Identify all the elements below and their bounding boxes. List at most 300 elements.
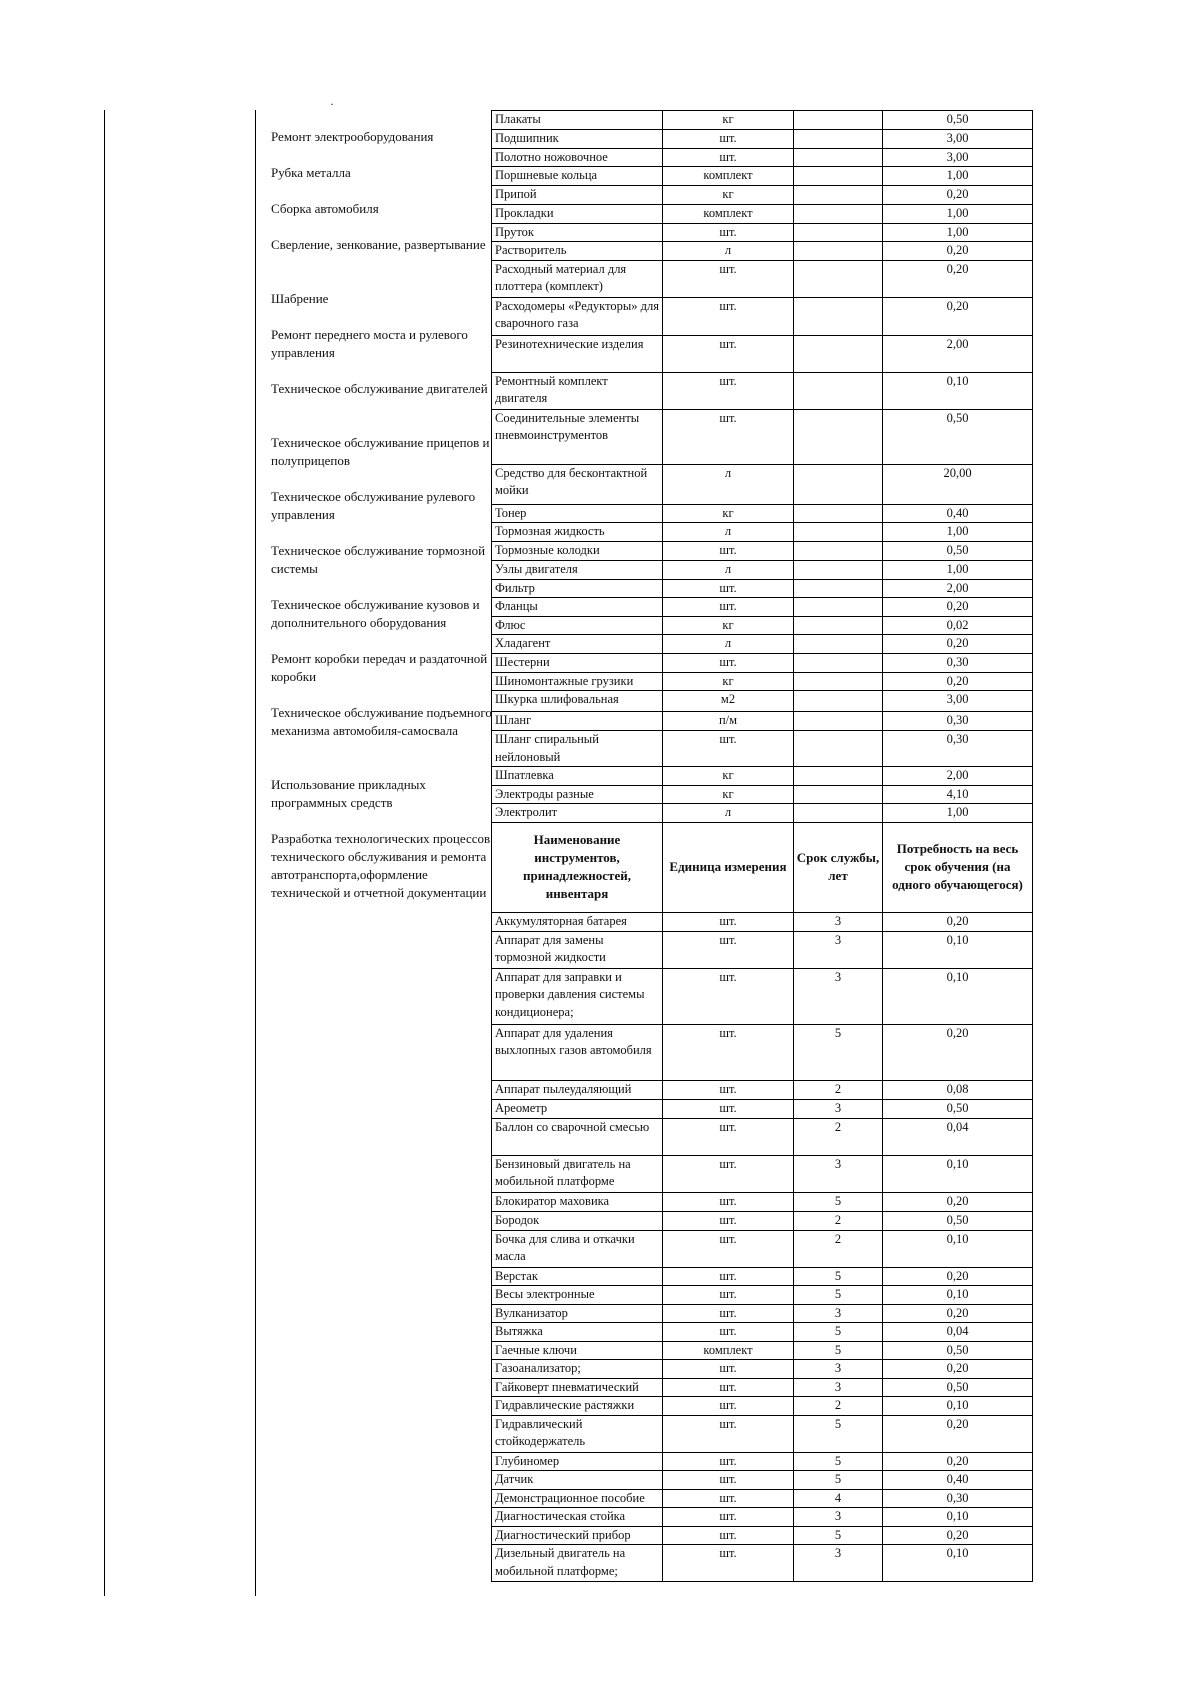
- table-row: [492, 130, 1033, 149]
- table-row: [492, 1304, 1033, 1323]
- unit-cell: шт.: [663, 1099, 794, 1118]
- item-name-cell: Гайковерт пневматический: [492, 1378, 663, 1397]
- equipment-table: [491, 110, 1033, 1582]
- quantity-cell: 0,50: [883, 409, 1033, 464]
- quantity-cell: 0,20: [883, 1415, 1033, 1452]
- table-row: [492, 1489, 1033, 1508]
- service-life-cell: [794, 523, 883, 542]
- table-row: [492, 1545, 1033, 1582]
- service-life-cell: 5: [794, 1526, 883, 1545]
- unit-cell: л: [663, 560, 794, 579]
- unit-cell: шт.: [663, 297, 794, 335]
- activity-item: Использование прикладных программных средств: [271, 777, 426, 810]
- item-name-cell: Верстак: [492, 1267, 663, 1286]
- item-name-cell: Бочка для слива и откачки масла: [492, 1230, 663, 1267]
- item-name-cell: Электроды разные: [492, 785, 663, 804]
- unit-cell: шт.: [663, 1211, 794, 1230]
- unit-cell: шт.: [663, 1304, 794, 1323]
- unit-cell: шт.: [663, 1323, 794, 1342]
- service-life-cell: [794, 372, 883, 409]
- quantity-cell: 0,20: [883, 1024, 1033, 1080]
- unit-cell: шт.: [663, 542, 794, 561]
- quantity-cell: 0,20: [883, 1526, 1033, 1545]
- unit-cell: комплект: [663, 1341, 794, 1360]
- table-row: [492, 409, 1033, 464]
- item-name-cell: Глубиномер: [492, 1452, 663, 1471]
- item-name-cell: Шиномонтажные грузики: [492, 672, 663, 691]
- quantity-cell: 0,10: [883, 1508, 1033, 1527]
- quantity-cell: 0,04: [883, 1118, 1033, 1155]
- service-life-cell: 5: [794, 1323, 883, 1342]
- table-row: [492, 111, 1033, 130]
- table-row: [492, 1155, 1033, 1192]
- service-life-cell: [794, 409, 883, 464]
- quantity-cell: 1,00: [883, 223, 1033, 242]
- unit-cell: м2: [663, 691, 794, 712]
- header-unit-cell: Единица измерения: [663, 822, 794, 912]
- item-name-cell: Шкурка шлифовальная: [492, 691, 663, 712]
- unit-cell: шт.: [663, 335, 794, 372]
- service-life-cell: 5: [794, 1267, 883, 1286]
- quantity-cell: 0,10: [883, 1397, 1033, 1416]
- unit-cell: кг: [663, 672, 794, 691]
- item-name-cell: Фильтр: [492, 579, 663, 598]
- service-life-cell: [794, 167, 883, 186]
- table-row: [492, 260, 1033, 297]
- table-row: [492, 654, 1033, 673]
- item-name-cell: Расходный материал для плоттера (комплект): [492, 260, 663, 297]
- service-life-cell: [794, 712, 883, 731]
- quantity-cell: 0,04: [883, 1323, 1033, 1342]
- table-row: [492, 372, 1033, 409]
- unit-cell: шт.: [663, 1080, 794, 1099]
- table-row: [492, 1341, 1033, 1360]
- unit-cell: шт.: [663, 409, 794, 464]
- unit-cell: комплект: [663, 167, 794, 186]
- service-life-cell: 3: [794, 1508, 883, 1527]
- service-life-cell: [794, 672, 883, 691]
- unit-cell: шт.: [663, 1508, 794, 1527]
- table-row: [492, 1230, 1033, 1267]
- quantity-cell: 0,20: [883, 912, 1033, 931]
- item-name-cell: Флюс: [492, 616, 663, 635]
- table-row: [492, 242, 1033, 261]
- quantity-cell: 3,00: [883, 148, 1033, 167]
- item-name-cell: Подшипник: [492, 130, 663, 149]
- unit-cell: кг: [663, 767, 794, 786]
- table-row: [492, 1323, 1033, 1342]
- item-name-cell: Тормозные колодки: [492, 542, 663, 561]
- item-name-cell: Диагностический прибор: [492, 1526, 663, 1545]
- table-row: [492, 598, 1033, 617]
- service-life-cell: 5: [794, 1192, 883, 1211]
- table-row: [492, 1397, 1033, 1416]
- unit-cell: л: [663, 635, 794, 654]
- table-row: [492, 560, 1033, 579]
- item-name-cell: Пруток: [492, 223, 663, 242]
- unit-cell: шт.: [663, 579, 794, 598]
- item-name-cell: Тормозная жидкость: [492, 523, 663, 542]
- quantity-cell: 0,30: [883, 1489, 1033, 1508]
- item-name-cell: Аппарат для замены тормозной жидкости: [492, 931, 663, 968]
- item-name-cell: Вытяжка: [492, 1323, 663, 1342]
- quantity-cell: 0,02: [883, 616, 1033, 635]
- table-row: [492, 504, 1033, 523]
- quantity-cell: 0,10: [883, 1286, 1033, 1305]
- service-life-cell: [794, 223, 883, 242]
- table-row: [492, 912, 1033, 931]
- item-name-cell: Гидравлические растяжки: [492, 1397, 663, 1416]
- table-row: [492, 1099, 1033, 1118]
- unit-cell: л: [663, 464, 794, 504]
- activity-item: Техническое обслуживание подъемного механизма автомобиля-самосвала: [271, 705, 492, 738]
- item-name-cell: Полотно ножовочное: [492, 148, 663, 167]
- unit-cell: шт.: [663, 731, 794, 767]
- table-row: [492, 931, 1033, 968]
- item-name-cell: Узлы двигателя: [492, 560, 663, 579]
- unit-cell: шт.: [663, 1378, 794, 1397]
- item-name-cell: Фланцы: [492, 598, 663, 617]
- quantity-cell: 0,10: [883, 1545, 1033, 1582]
- service-life-cell: 5: [794, 1415, 883, 1452]
- table-row: [492, 223, 1033, 242]
- table-row: [492, 731, 1033, 767]
- unit-cell: шт.: [663, 1267, 794, 1286]
- quantity-cell: 0,50: [883, 1211, 1033, 1230]
- quantity-cell: 0,50: [883, 1341, 1033, 1360]
- table-row: [492, 1192, 1033, 1211]
- table-row: [492, 1267, 1033, 1286]
- item-name-cell: Поршневые кольца: [492, 167, 663, 186]
- table-row: [492, 804, 1033, 823]
- item-name-cell: Хладагент: [492, 635, 663, 654]
- unit-cell: шт.: [663, 1397, 794, 1416]
- item-name-cell: Бородок: [492, 1211, 663, 1230]
- service-life-cell: 3: [794, 912, 883, 931]
- unit-cell: шт.: [663, 148, 794, 167]
- quantity-cell: 0,20: [883, 242, 1033, 261]
- unit-cell: кг: [663, 504, 794, 523]
- unit-cell: шт.: [663, 260, 794, 297]
- item-name-cell: Баллон со сварочной смесью: [492, 1118, 663, 1155]
- quantity-cell: 0,40: [883, 1471, 1033, 1490]
- table-row: [492, 523, 1033, 542]
- quantity-cell: 0,50: [883, 1099, 1033, 1118]
- service-life-cell: [794, 731, 883, 767]
- unit-cell: кг: [663, 186, 794, 205]
- unit-cell: л: [663, 523, 794, 542]
- activity-item: Ремонт электрооборудования: [271, 129, 434, 144]
- table-row: [492, 691, 1033, 712]
- quantity-cell: 1,00: [883, 560, 1033, 579]
- quantity-cell: 0,20: [883, 1360, 1033, 1379]
- activity-item: Разработка технологических процессов технического обслуживания и ремонта автотранспорта,оформление технической и отчетной документации: [271, 831, 491, 900]
- item-name-cell: Электролит: [492, 804, 663, 823]
- table-row: [492, 635, 1033, 654]
- quantity-cell: 3,00: [883, 130, 1033, 149]
- item-name-cell: Газоанализатор;: [492, 1360, 663, 1379]
- item-name-cell: Весы электронные: [492, 1286, 663, 1305]
- quantity-cell: 0,20: [883, 186, 1033, 205]
- item-name-cell: Дизельный двигатель на мобильной платформе;: [492, 1545, 663, 1582]
- quantity-cell: 0,30: [883, 712, 1033, 731]
- service-life-cell: 5: [794, 1452, 883, 1471]
- service-life-cell: [794, 654, 883, 673]
- item-name-cell: Диагностическая стойка: [492, 1508, 663, 1527]
- unit-cell: шт.: [663, 372, 794, 409]
- quantity-cell: 1,00: [883, 167, 1033, 186]
- item-name-cell: Демонстрационное пособие: [492, 1489, 663, 1508]
- item-name-cell: Шпатлевка: [492, 767, 663, 786]
- quantity-cell: 0,10: [883, 372, 1033, 409]
- quantity-cell: 0,40: [883, 504, 1033, 523]
- service-life-cell: [794, 767, 883, 786]
- table-row: [492, 204, 1033, 223]
- quantity-cell: 1,00: [883, 204, 1033, 223]
- left-border-line: [104, 110, 105, 1596]
- activity-item: Техническое обслуживание кузовов и дополнительного оборудования: [271, 597, 480, 630]
- unit-cell: кг: [663, 785, 794, 804]
- quantity-cell: 0,20: [883, 1304, 1033, 1323]
- service-life-cell: [794, 579, 883, 598]
- table-row: [492, 785, 1033, 804]
- unit-cell: шт.: [663, 1360, 794, 1379]
- quantity-cell: 0,20: [883, 260, 1033, 297]
- item-name-cell: Аппарат для удаления выхлопных газов автомобиля: [492, 1024, 663, 1080]
- service-life-cell: [794, 204, 883, 223]
- item-name-cell: Растворитель: [492, 242, 663, 261]
- item-name-cell: Аппарат пылеудаляющий: [492, 1080, 663, 1099]
- item-name-cell: Плакаты: [492, 111, 663, 130]
- unit-cell: кг: [663, 616, 794, 635]
- unit-cell: шт.: [663, 1118, 794, 1155]
- quantity-cell: 0,20: [883, 297, 1033, 335]
- item-name-cell: Блокиратор маховика: [492, 1192, 663, 1211]
- table-row: [492, 1526, 1033, 1545]
- quantity-cell: 0,30: [883, 654, 1033, 673]
- quantity-cell: 0,20: [883, 1452, 1033, 1471]
- item-name-cell: Датчик: [492, 1471, 663, 1490]
- service-life-cell: [794, 598, 883, 617]
- quantity-cell: 0,10: [883, 931, 1033, 968]
- unit-cell: шт.: [663, 130, 794, 149]
- service-life-cell: 4: [794, 1489, 883, 1508]
- service-life-cell: 3: [794, 1304, 883, 1323]
- quantity-cell: 0,20: [883, 598, 1033, 617]
- activity-item: Техническое обслуживание рулевого управления: [271, 489, 476, 522]
- activity-item: Техническое обслуживание прицепов и полуприцепов: [271, 435, 490, 468]
- service-life-cell: 2: [794, 1080, 883, 1099]
- header-name-cell: Наименование инструментов, принадлежностей, инвентаря: [492, 822, 663, 912]
- service-life-cell: 3: [794, 1099, 883, 1118]
- table-row: [492, 1360, 1033, 1379]
- table-row: [492, 1508, 1033, 1527]
- quantity-cell: 0,20: [883, 1192, 1033, 1211]
- tools-header-row: [492, 822, 1033, 912]
- unit-cell: л: [663, 804, 794, 823]
- table-row: [492, 1286, 1033, 1305]
- unit-cell: шт.: [663, 1545, 794, 1582]
- activity-item: Сборка автомобиля: [271, 201, 379, 216]
- unit-cell: шт.: [663, 1489, 794, 1508]
- unit-cell: кг: [663, 111, 794, 130]
- unit-cell: шт.: [663, 1024, 794, 1080]
- service-life-cell: [794, 504, 883, 523]
- table-row: [492, 1471, 1033, 1490]
- item-name-cell: Вулканизатор: [492, 1304, 663, 1323]
- activity-item: Рубка металла: [271, 165, 351, 180]
- scan-mark: ·: [330, 97, 334, 111]
- service-life-cell: 5: [794, 1341, 883, 1360]
- item-name-cell: Прокладки: [492, 204, 663, 223]
- table-row: [492, 968, 1033, 1024]
- item-name-cell: Шланг спиральный нейлоновый: [492, 731, 663, 767]
- quantity-cell: 0,50: [883, 111, 1033, 130]
- table-row: [492, 1118, 1033, 1155]
- header-need-cell: Потребность на весь срок обучения (на одного обучающегося): [883, 822, 1033, 912]
- quantity-cell: 0,20: [883, 672, 1033, 691]
- activity-item: Ремонт переднего моста и рулевого управления: [271, 327, 468, 360]
- quantity-cell: 0,10: [883, 1155, 1033, 1192]
- quantity-cell: 3,00: [883, 691, 1033, 712]
- service-life-cell: [794, 635, 883, 654]
- header-life-cell: Срок службы, лет: [794, 822, 883, 912]
- quantity-cell: 2,00: [883, 335, 1033, 372]
- item-name-cell: Расходомеры «Редукторы» для сварочного газа: [492, 297, 663, 335]
- item-name-cell: Соединительные элементы пневмоинструментов: [492, 409, 663, 464]
- quantity-cell: 0,20: [883, 635, 1033, 654]
- quantity-cell: 0,08: [883, 1080, 1033, 1099]
- unit-cell: шт.: [663, 1192, 794, 1211]
- quantity-cell: 1,00: [883, 523, 1033, 542]
- unit-cell: шт.: [663, 1230, 794, 1267]
- table-row: [492, 712, 1033, 731]
- service-life-cell: 5: [794, 1286, 883, 1305]
- service-life-cell: 2: [794, 1230, 883, 1267]
- service-life-cell: [794, 297, 883, 335]
- item-name-cell: Резинотехнические изделия: [492, 335, 663, 372]
- item-name-cell: Ремонтный комплект двигателя: [492, 372, 663, 409]
- unit-cell: шт.: [663, 1471, 794, 1490]
- service-life-cell: [794, 785, 883, 804]
- service-life-cell: [794, 560, 883, 579]
- unit-cell: л: [663, 242, 794, 261]
- table-row: [492, 297, 1033, 335]
- table-row: [492, 167, 1033, 186]
- quantity-cell: 0,20: [883, 1267, 1033, 1286]
- table-row: [492, 148, 1033, 167]
- item-name-cell: Припой: [492, 186, 663, 205]
- service-life-cell: 3: [794, 1360, 883, 1379]
- item-name-cell: Аппарат для заправки и проверки давления системы кондиционера;: [492, 968, 663, 1024]
- quantity-cell: 0,10: [883, 968, 1033, 1024]
- service-life-cell: [794, 616, 883, 635]
- quantity-cell: 1,00: [883, 804, 1033, 823]
- service-life-cell: [794, 691, 883, 712]
- service-life-cell: [794, 260, 883, 297]
- service-life-cell: [794, 464, 883, 504]
- unit-cell: шт.: [663, 1452, 794, 1471]
- unit-cell: шт.: [663, 598, 794, 617]
- service-life-cell: 3: [794, 968, 883, 1024]
- table-row: [492, 616, 1033, 635]
- item-name-cell: Средство для бесконтактной мойки: [492, 464, 663, 504]
- quantity-cell: 0,30: [883, 731, 1033, 767]
- service-life-cell: 2: [794, 1118, 883, 1155]
- service-life-cell: 5: [794, 1024, 883, 1080]
- item-name-cell: Гидравлический стойкодержатель: [492, 1415, 663, 1452]
- table-row: [492, 1452, 1033, 1471]
- unit-cell: комплект: [663, 204, 794, 223]
- quantity-cell: 0,10: [883, 1230, 1033, 1267]
- unit-cell: шт.: [663, 1415, 794, 1452]
- service-life-cell: [794, 130, 883, 149]
- table-row: [492, 579, 1033, 598]
- table-row: [492, 542, 1033, 561]
- service-life-cell: [794, 148, 883, 167]
- service-life-cell: 2: [794, 1397, 883, 1416]
- service-life-cell: 5: [794, 1471, 883, 1490]
- table-row: [492, 1378, 1033, 1397]
- item-name-cell: Гаечные ключи: [492, 1341, 663, 1360]
- unit-cell: шт.: [663, 1155, 794, 1192]
- table-row: [492, 1415, 1033, 1452]
- table-row: [492, 186, 1033, 205]
- quantity-cell: 20,00: [883, 464, 1033, 504]
- unit-cell: шт.: [663, 1526, 794, 1545]
- item-name-cell: Ареометр: [492, 1099, 663, 1118]
- activity-item: Ремонт коробки передач и раздаточной коробки: [271, 651, 488, 684]
- service-life-cell: 3: [794, 1155, 883, 1192]
- unit-cell: шт.: [663, 968, 794, 1024]
- unit-cell: шт.: [663, 912, 794, 931]
- service-life-cell: 3: [794, 931, 883, 968]
- service-life-cell: 3: [794, 1378, 883, 1397]
- table-row: [492, 464, 1033, 504]
- table-row: [492, 1211, 1033, 1230]
- service-life-cell: [794, 111, 883, 130]
- unit-cell: п/м: [663, 712, 794, 731]
- service-life-cell: [794, 804, 883, 823]
- quantity-cell: 0,50: [883, 542, 1033, 561]
- service-life-cell: [794, 186, 883, 205]
- activity-item: Сверление, зенкование, развертывание: [271, 237, 486, 252]
- unit-cell: шт.: [663, 931, 794, 968]
- quantity-cell: 0,50: [883, 1378, 1033, 1397]
- table-row: [492, 335, 1033, 372]
- activity-item: Техническое обслуживание тормозной системы: [271, 543, 486, 576]
- table-row: [492, 672, 1033, 691]
- item-name-cell: Шестерни: [492, 654, 663, 673]
- item-name-cell: Тонер: [492, 504, 663, 523]
- quantity-cell: 2,00: [883, 579, 1033, 598]
- quantity-cell: 4,10: [883, 785, 1033, 804]
- service-life-cell: [794, 242, 883, 261]
- activity-item: Техническое обслуживание двигателей: [271, 381, 488, 396]
- item-name-cell: Бензиновый двигатель на мобильной платформе: [492, 1155, 663, 1192]
- column-divider-line: [255, 110, 256, 1596]
- unit-cell: шт.: [663, 1286, 794, 1305]
- item-name-cell: Шланг: [492, 712, 663, 731]
- unit-cell: шт.: [663, 223, 794, 242]
- service-life-cell: [794, 335, 883, 372]
- table-row: [492, 1080, 1033, 1099]
- unit-cell: шт.: [663, 654, 794, 673]
- service-life-cell: [794, 542, 883, 561]
- activity-item: Шабрение: [271, 291, 329, 306]
- service-life-cell: 2: [794, 1211, 883, 1230]
- item-name-cell: Аккумуляторная батарея: [492, 912, 663, 931]
